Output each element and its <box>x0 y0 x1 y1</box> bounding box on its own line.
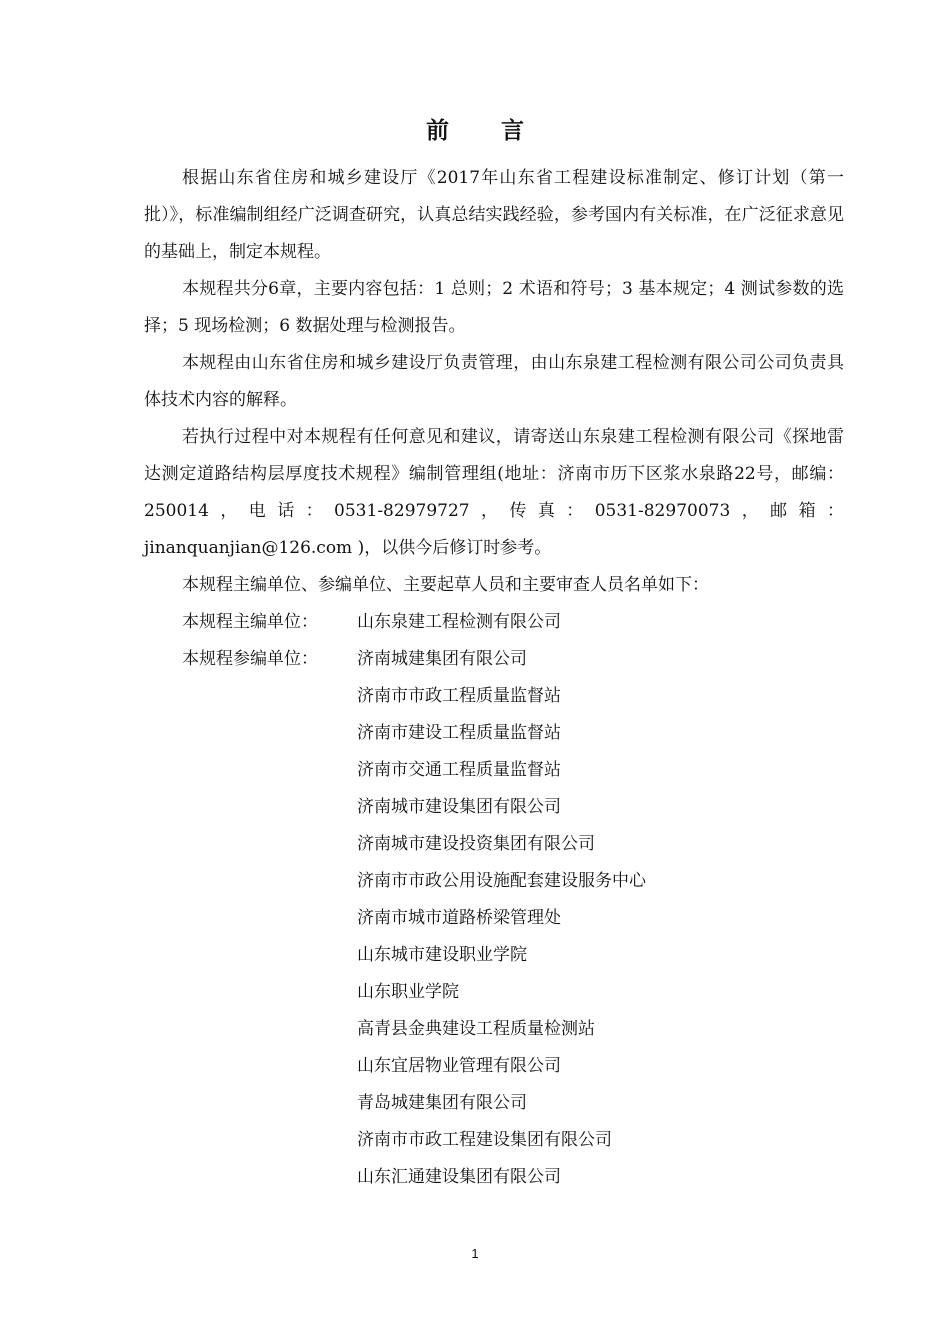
participating-unit-name: 山东城市建设职业学院 <box>357 945 527 965</box>
participating-unit-name: 山东宜居物业管理有限公司 <box>357 1056 561 1076</box>
participating-unit-row <box>144 974 844 1011</box>
participating-unit-row <box>144 752 844 789</box>
participating-unit-name: 济南城市建设集团有限公司 <box>357 797 561 817</box>
participating-unit-name: 山东职业学院 <box>357 982 459 1002</box>
participating-unit-row <box>144 641 844 678</box>
paragraph-feedback: 若执行过程中对本规程有任何意见和建议，请寄送山东泉建工程检测有限公司《探地雷达测定道路结构层厚度技术规程》编制管理组(地址：济南市历下区浆水泉路22号，邮编：250014，电话：0531-82979727，传真：0531-82970073，邮箱：jinanquanjian@126.com )，以供今后修订时参考。 <box>144 427 844 558</box>
paragraph-units-intro: 本规程主编单位、参编单位、主要起草人员和主要审查人员名单如下： <box>182 575 709 595</box>
chief-unit-name: 山东泉建工程检测有限公司 <box>357 612 561 632</box>
participating-unit-row <box>144 1011 844 1048</box>
participating-unit-name: 济南城市建设投资集团有限公司 <box>357 834 595 854</box>
paragraph-contents: 本规程共分6章，主要内容包括：1 总则；2 术语和符号；3 基本规定；4 测试参数的选择；5 现场检测；6 数据处理与检测报告。 <box>144 279 844 336</box>
page-title: 前 言 <box>425 118 546 144</box>
participating-unit-row <box>144 1159 844 1196</box>
chief-unit-label: 本规程主编单位： <box>182 612 318 632</box>
participating-unit-row <box>144 863 844 900</box>
participating-unit-row <box>144 1085 844 1122</box>
page-number: 1 <box>471 1246 479 1261</box>
participating-unit-row <box>144 1122 844 1159</box>
participating-unit-name: 济南城建集团有限公司 <box>357 649 527 669</box>
participating-unit-name: 山东汇通建设集团有限公司 <box>357 1167 561 1187</box>
participating-unit-row <box>144 1048 844 1085</box>
participating-unit-row <box>144 900 844 937</box>
participating-unit-name: 济南市市政工程建设集团有限公司 <box>357 1130 612 1150</box>
chief-unit-row <box>144 604 844 641</box>
participating-unit-name: 高青县金典建设工程质量检测站 <box>357 1019 595 1039</box>
participating-unit-name: 济南市市政公用设施配套建设服务中心 <box>357 871 646 891</box>
participating-unit-row <box>144 826 844 863</box>
participating-unit-row <box>144 789 844 826</box>
paragraph-management: 本规程由山东省住房和城乡建设厅负责管理，由山东泉建工程检测有限公司公司负责具体技术内容的解释。 <box>144 353 844 410</box>
participating-unit-name: 济南市城市道路桥梁管理处 <box>357 908 561 928</box>
participating-unit-row <box>144 937 844 974</box>
participating-units-label: 本规程参编单位： <box>182 649 318 669</box>
paragraph-basis: 根据山东省住房和城乡建设厅《2017年山东省工程建设标准制定、修订计划（第一批）》，标准编制组经广泛调查研究，认真总结实践经验，参考国内有关标准，在广泛征求意见的基础上，制定本规程。 <box>144 168 844 262</box>
participating-unit-row <box>144 715 844 752</box>
participating-unit-name: 青岛城建集团有限公司 <box>357 1093 527 1113</box>
participating-unit-name: 济南市建设工程质量监督站 <box>357 723 561 743</box>
foreword-body <box>144 160 844 1196</box>
participating-unit-name: 济南市交通工程质量监督站 <box>357 760 561 780</box>
participating-unit-name: 济南市市政工程质量监督站 <box>357 686 561 706</box>
participating-unit-row <box>144 678 844 715</box>
